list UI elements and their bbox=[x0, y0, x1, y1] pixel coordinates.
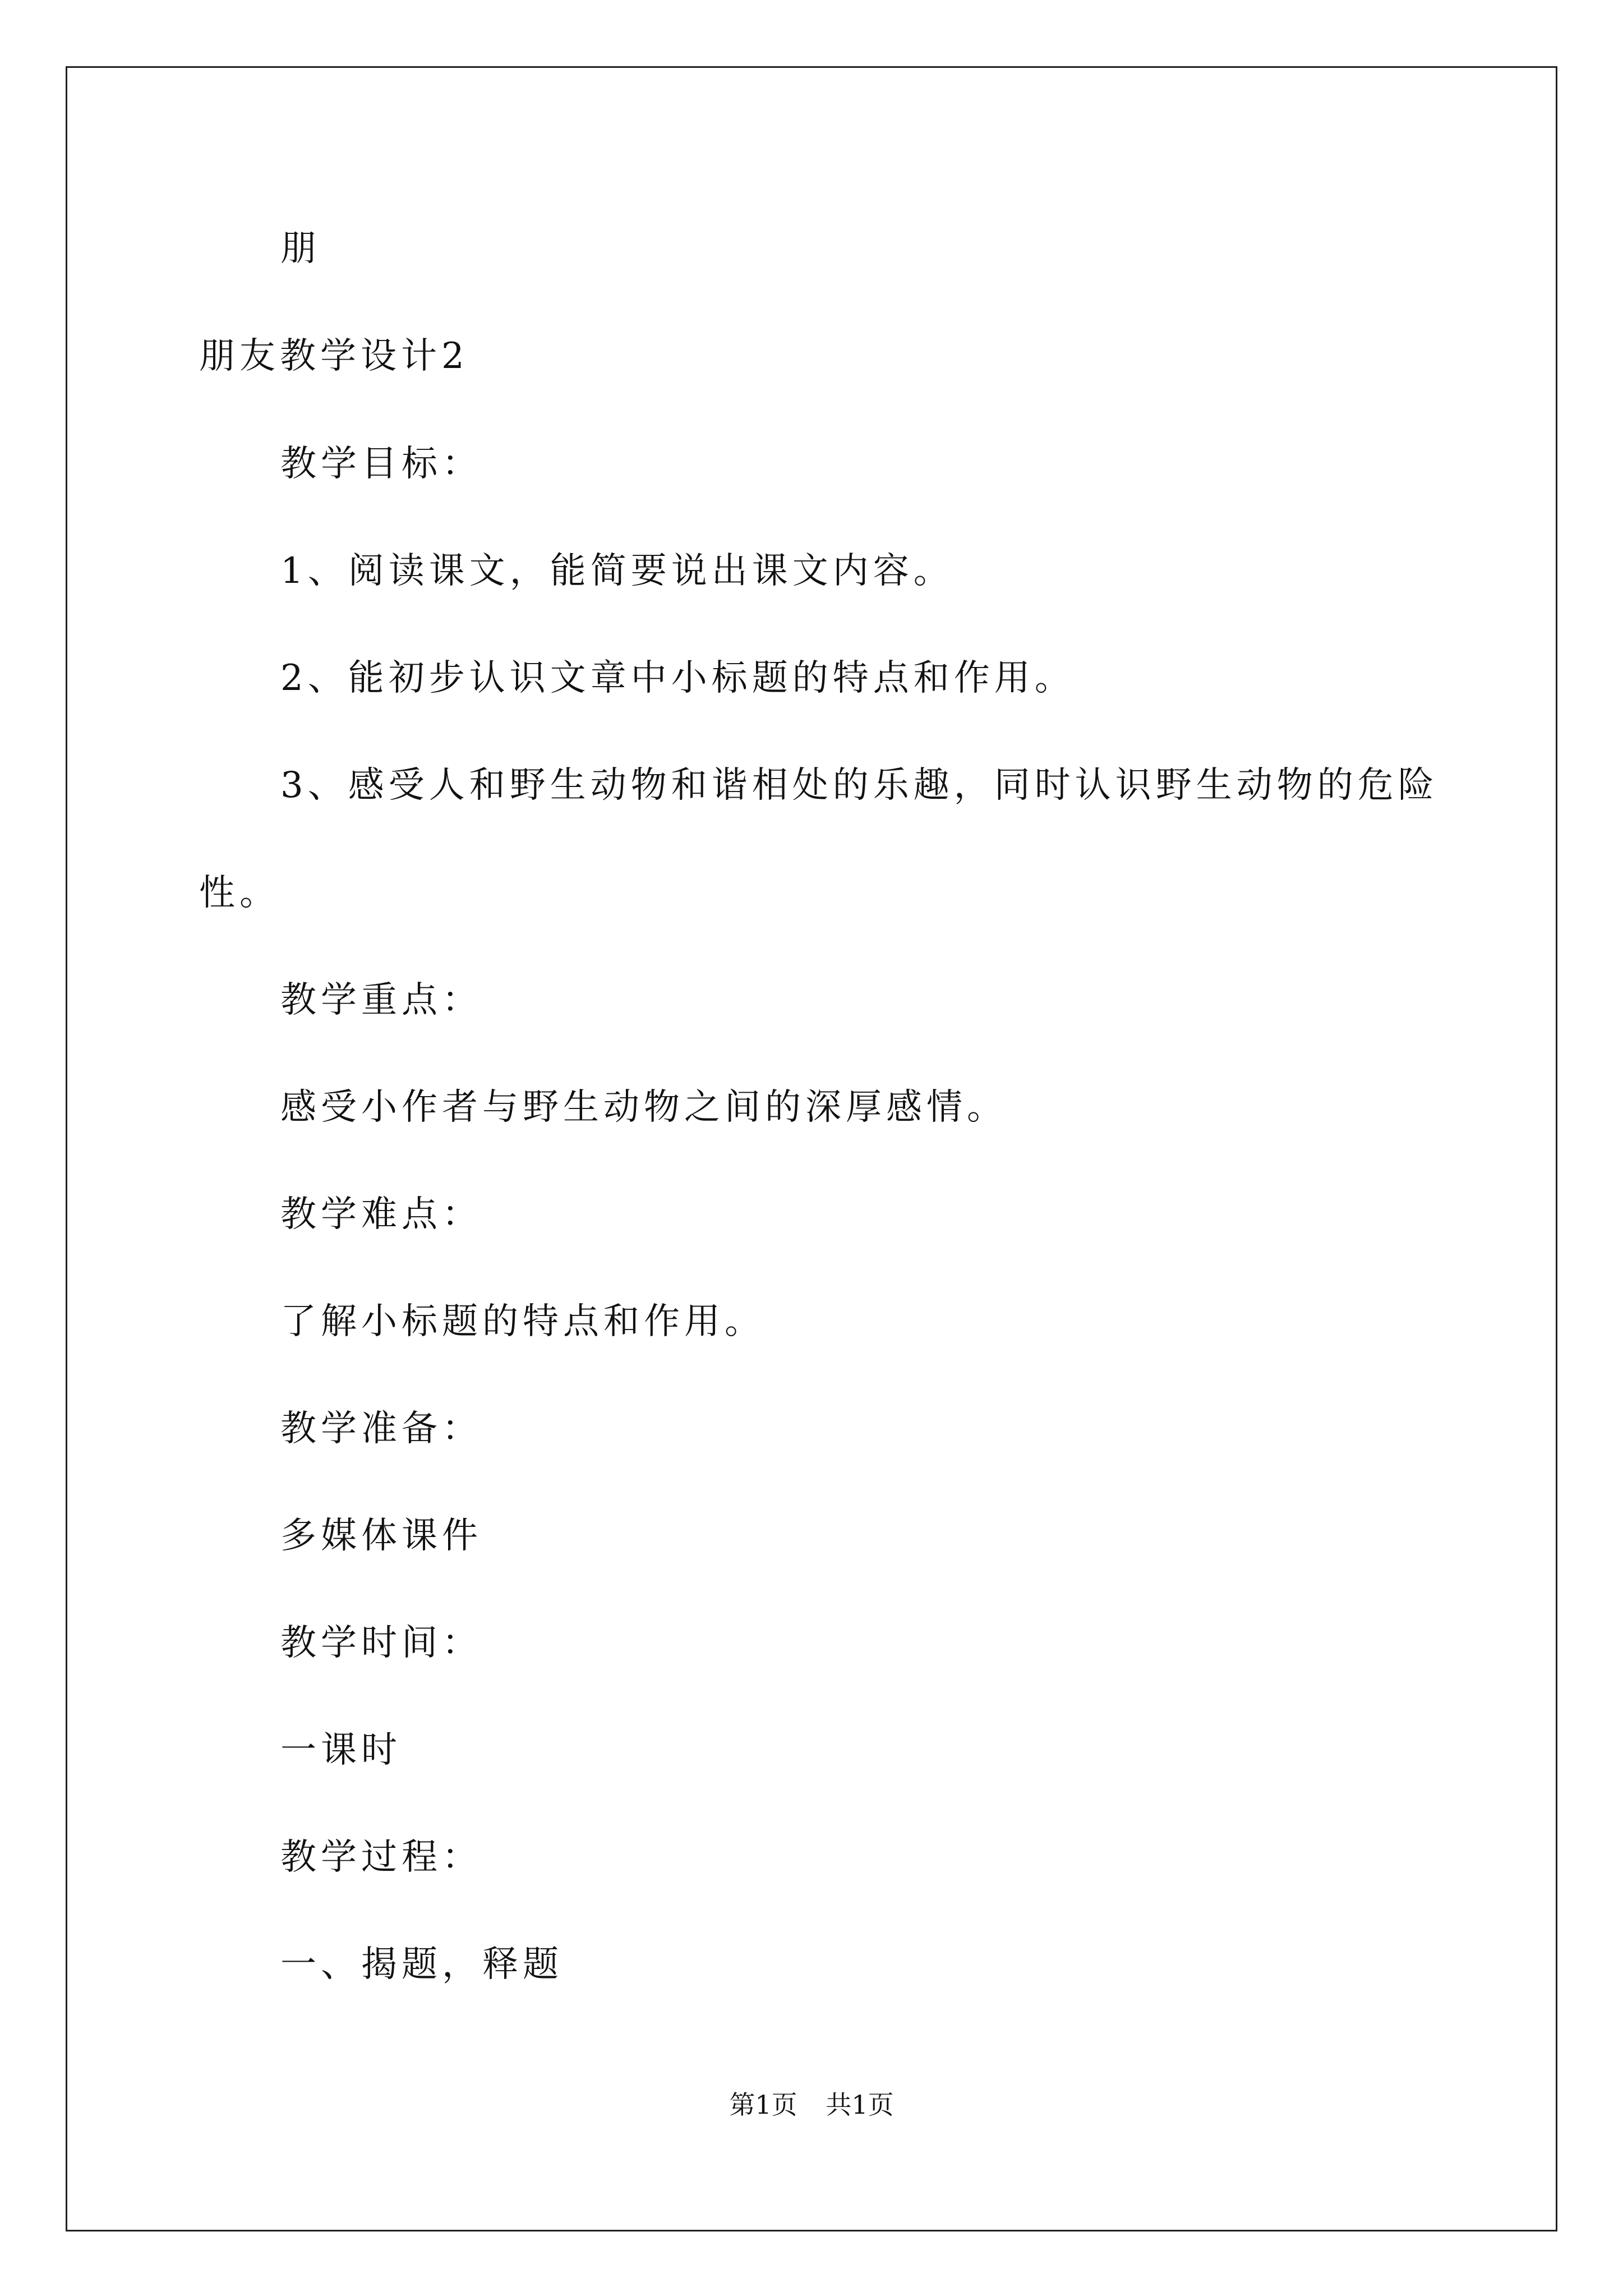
page-footer bbox=[0, 2088, 1623, 2122]
process-step-1: 一、揭题，释题 bbox=[280, 1944, 563, 1985]
goal-item-2: 2、能初步认识文章中小标题的特点和作用。 bbox=[280, 657, 1075, 699]
heading-preparation: 教学准备： bbox=[280, 1408, 482, 1450]
preparation-text: 多媒体课件 bbox=[280, 1515, 482, 1557]
difficulties-text: 了解小标题的特点和作用。 bbox=[280, 1301, 765, 1342]
goal-item-1: 1、阅读课文，能简要说出课文内容。 bbox=[280, 550, 954, 592]
teaching-time-text: 一课时 bbox=[280, 1729, 402, 1771]
goal-item-3: 3、感受人和野生动物和谐相处的乐趣，同时认识野生动物的危险 bbox=[280, 765, 1438, 806]
heading-teaching-time: 教学时间： bbox=[280, 1622, 482, 1664]
heading-key-points: 教学重点： bbox=[280, 979, 482, 1021]
heading-teaching-process: 教学过程： bbox=[280, 1837, 482, 1878]
page-number-total: 共1页 bbox=[826, 2090, 894, 2120]
heading-difficulties: 教学难点： bbox=[280, 1194, 482, 1235]
page-number-current: 第1页 bbox=[729, 2090, 797, 2120]
text-line-fragment: 朋 bbox=[280, 228, 321, 269]
key-points-text: 感受小作者与野生动物之间的深厚感情。 bbox=[280, 1087, 1007, 1128]
document-title: 朋友教学设计2 bbox=[199, 335, 469, 377]
page-border bbox=[66, 66, 1557, 2231]
heading-teaching-goals: 教学目标： bbox=[280, 443, 482, 485]
goal-item-3-continuation: 性。 bbox=[199, 872, 280, 914]
